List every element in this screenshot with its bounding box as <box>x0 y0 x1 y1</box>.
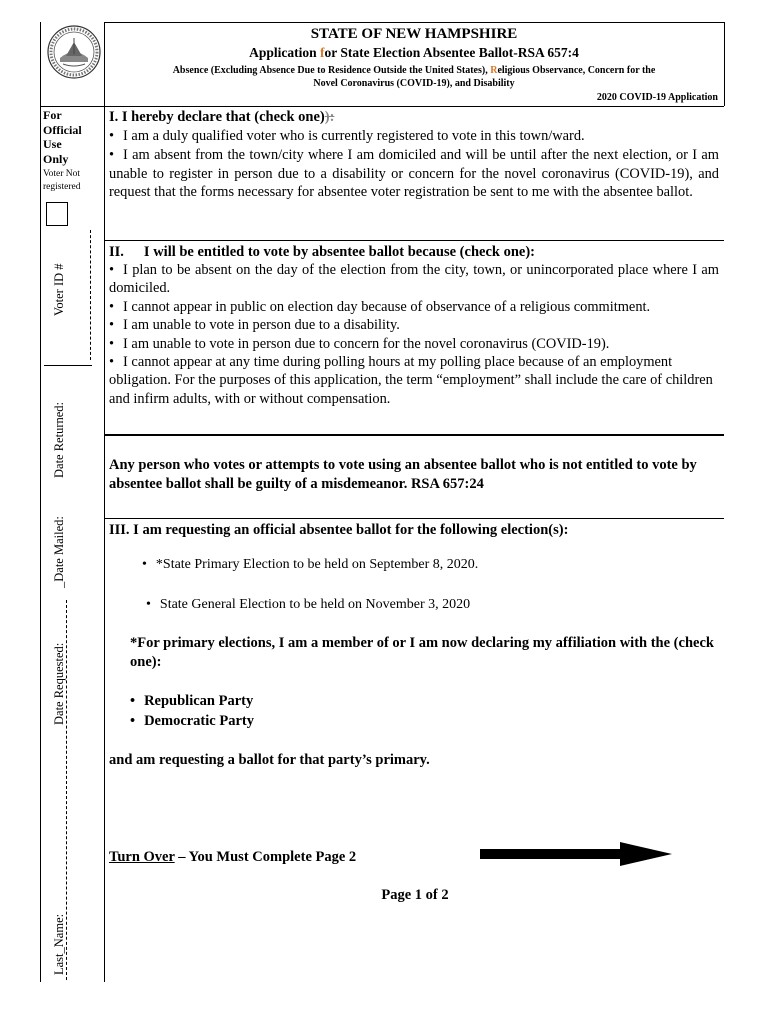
sidebar-divider <box>104 22 105 982</box>
section-2-title-text: I will be entitled to vote by absentee ballot because (check one): <box>143 244 535 260</box>
election-primary-text: • *State Primary Election to be held on September 8, 2020. <box>142 557 478 572</box>
header-application-title <box>104 45 724 61</box>
section-2-item-employment[interactable]: • I cannot appear at any time during polling hours at my polling place because of an employment obligation. For the purposes of this application, the term “employment” shall include the care of children and infirm adults, with or without compensation. <box>109 353 719 408</box>
voter-not-registered-checkbox[interactable] <box>46 202 68 226</box>
voter-id-label: Voter ID # <box>52 263 66 316</box>
section-1-item-registered[interactable]: • I am a duly qualified voter who is currently registered to vote in this town/ward. <box>109 127 719 145</box>
official-use-line-1: For <box>43 108 62 122</box>
section-1-bottom-border <box>104 240 724 241</box>
app-title-f: f <box>320 45 325 60</box>
last-name-label: Last_Name: <box>52 913 66 975</box>
primary-affiliation-note: *For primary elections, I am a member of or I am now declaring my affiliation with the (check one): <box>130 635 714 670</box>
turn-over-link[interactable]: Turn Over <box>109 849 175 865</box>
section-1 <box>109 108 719 202</box>
party-republican-text: • Republican Party <box>130 693 253 709</box>
subtitle-part-a: Absence (Excluding Absence Due to Residence Outside the United States), <box>172 65 491 76</box>
right-arrow-icon <box>480 842 672 871</box>
party-democratic-text: • Democratic Party <box>130 713 254 729</box>
section-1-title-text: I. I hereby declare that (check one) <box>109 109 325 125</box>
turn-over-instruction <box>109 849 356 866</box>
warning-bottom-border <box>104 518 724 519</box>
party-democratic-option[interactable] <box>130 713 254 730</box>
subtitle-r: R <box>490 65 498 76</box>
party-primary-closing: and am requesting a ballot for that party’s primary. <box>109 752 430 768</box>
section-2 <box>109 243 719 408</box>
date-returned-label: Date Returned: <box>52 401 66 478</box>
section-3-title: III. I am requesting an official absentee ballot for the following election(s): <box>109 522 569 538</box>
subtitle-line2: Novel Coronavirus (COVID-19), and Disability <box>313 78 515 89</box>
section-1-title <box>109 108 719 126</box>
election-general-text: • State General Election to be held on November 3, 2020 <box>146 597 470 612</box>
section-1-item-not-registered[interactable]: • I am absent from the town/city where I am domiciled and will be until after the next election, or I am unable to register in person due to a disability or concern for the novel coronavirus (COVID-19), and request that the forms necessary for absentee voter registration be sent to me with the absentee ballot. <box>109 146 719 201</box>
date-requested-label: Date Requested: <box>52 642 66 725</box>
frame-right-border <box>724 22 725 106</box>
election-general-option[interactable] <box>146 597 470 613</box>
date-mailed-label: _Date Mailed: <box>52 516 66 588</box>
sidebar-dashed-line <box>90 230 91 360</box>
app-title-prefix: Application <box>249 45 321 60</box>
official-use-line-2: Official <box>43 122 82 137</box>
header-subtitle <box>104 64 724 90</box>
section-2-item-covid[interactable]: • I am unable to vote in person due to concern for the novel coronavirus (COVID-19). <box>109 335 719 353</box>
header-version: 2020 COVID-19 Application <box>596 92 718 103</box>
header-bottom-border <box>40 106 724 107</box>
section-2-number: II. <box>109 244 124 260</box>
state-seal <box>46 24 102 80</box>
section-2-bottom-border <box>104 434 724 436</box>
official-use-line-4: Only <box>43 151 69 166</box>
app-title-suffix: or State Election Absentee Ballot-RSA 657:4 <box>324 45 579 60</box>
official-use-label <box>43 108 82 166</box>
section-2-title <box>109 243 719 261</box>
official-use-line-3: Use <box>43 137 62 151</box>
must-complete-text: – You Must Complete Page 2 <box>174 849 357 865</box>
subtitle-part-b: eligious Observance, Concern for the <box>497 65 656 76</box>
sidebar-voter-id-divider <box>44 365 92 366</box>
section-2-item-absent[interactable]: • I plan to be absent on the day of the election from the city, town, or unincorporated place where I am domiciled. <box>109 261 719 298</box>
party-republican-option[interactable] <box>130 693 253 710</box>
section-1-title-strike: ): <box>324 109 335 125</box>
frame-left-border <box>40 22 41 982</box>
section-2-item-religious[interactable]: • I cannot appear in public on election day because of observance of a religious commitment. <box>109 298 719 316</box>
voter-not-registered-label: Voter Not registered <box>43 169 81 192</box>
page-number: Page 1 of 2 <box>381 887 449 903</box>
header-top-border <box>104 22 724 23</box>
misdemeanor-warning: Any person who votes or attempts to vote using an absentee ballot who is not entitled to vote by absentee ballot shall be guilty of a misdemeanor. RSA 657:24 <box>109 457 697 492</box>
header-state: STATE OF NEW HAMPSHIRE <box>310 26 518 42</box>
election-primary-option[interactable] <box>142 557 478 573</box>
section-2-item-disability[interactable]: • I am unable to vote in person due to a disability. <box>109 316 719 334</box>
